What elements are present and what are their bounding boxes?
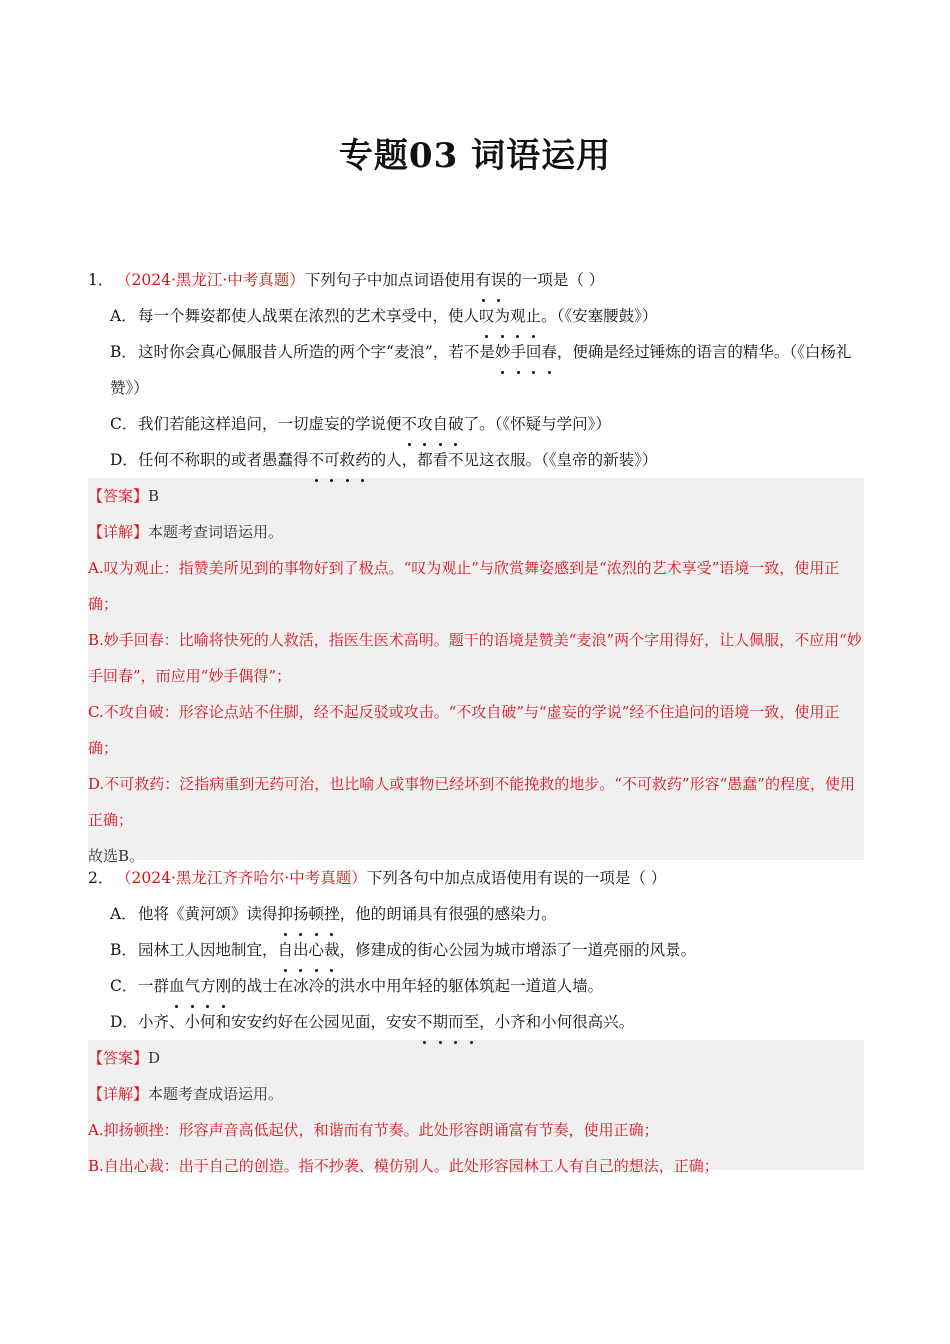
option-label: A． — [110, 905, 137, 923]
question-2-option-c — [88, 968, 864, 1004]
question-number: 1． — [88, 271, 114, 289]
option-text: 园林工人因地制宜， — [138, 941, 278, 959]
dotted-char: 手 — [510, 334, 526, 370]
dotted-char: 自 — [278, 932, 294, 968]
option-label: C． — [110, 415, 138, 433]
dotted-char: 裁 — [324, 932, 340, 968]
dotted-char: 顿 — [309, 896, 325, 932]
option-label: D． — [110, 1013, 138, 1031]
stem-text: 下列各句中加点成语使用有误的一项是（ ） — [366, 869, 667, 887]
option-text: 任何不称职的或者愚蠢得 — [138, 451, 309, 469]
dotted-char: 回 — [526, 334, 542, 370]
dotted-char: 方 — [200, 968, 216, 1004]
dotted-char: 为 — [495, 298, 511, 334]
question-2-option-a — [88, 896, 864, 932]
option-label: D． — [110, 451, 138, 469]
option-text: ，他的朗诵具有很强的感染力。 — [339, 905, 557, 923]
explanation-a: A.叹为观止：指赞美所见到的事物好到了极点。“叹为观止”与欣赏舞姿感到是“浓烈的艺术享受”语境一致，使用正确； — [88, 559, 840, 613]
detail-line — [88, 1076, 864, 1112]
option-label: C． — [110, 977, 138, 995]
dotted-char: 自 — [433, 406, 449, 442]
dotted-char: 不 — [417, 1004, 433, 1040]
option-text: 我们若能这样追问，一切虚妄的学说便 — [138, 415, 402, 433]
detail-intro: 本题考查成语运用。 — [148, 1085, 284, 1103]
answer-label: 【答案】 — [88, 1049, 149, 1067]
option-label: A． — [110, 307, 137, 325]
option-text: 的人，都看不见这衣服。（《皇帝的新装》） — [370, 451, 658, 469]
question-1-option-c — [88, 406, 864, 442]
detail-label: 【详解】 — [88, 1085, 149, 1103]
dotted-char: 心 — [309, 932, 325, 968]
option-label: B． — [110, 941, 137, 959]
option-text: ，修建成的街心公园为城市增添了一道亮丽的风景。 — [339, 941, 697, 959]
detail-intro: 本题考查词语运用。 — [148, 523, 284, 541]
dotted-char: 可 — [324, 442, 340, 478]
option-text: 他将《黄河颂》读得 — [138, 905, 278, 923]
dotted-char: 不 — [402, 406, 418, 442]
option-text: 一群 — [138, 977, 170, 995]
dotted-char: 期 — [433, 1004, 449, 1040]
page-title: 专题03 词语运用 — [338, 136, 612, 176]
answer-value: D — [148, 1049, 161, 1067]
question-2-option-d — [88, 1004, 864, 1040]
question-2-answer-box — [88, 1040, 864, 1175]
dotted-char: 挫 — [324, 896, 340, 932]
option-text: 每一个舞姿都使人战栗在浓烈的艺术享受中，使人 — [138, 307, 480, 325]
option-text: ，小齐和小何很高兴。 — [479, 1013, 635, 1031]
answer-line — [88, 478, 864, 514]
question-1-option-b — [88, 334, 864, 406]
detail-line — [88, 514, 864, 550]
question-source: （2024·黑龙江·中考真题） — [116, 271, 305, 289]
dotted-char: 扬 — [293, 896, 309, 932]
question-2-stem — [88, 860, 864, 896]
option-text: 。（《安塞腰鼓》） — [541, 307, 658, 325]
dotted-char: 有 — [475, 262, 491, 298]
dotted-char: 破 — [448, 406, 464, 442]
dotted-char: 而 — [448, 1004, 464, 1040]
dotted-char: 误 — [491, 262, 507, 298]
dotted-char: 抑 — [278, 896, 294, 932]
dotted-char: 叹 — [479, 298, 495, 334]
option-text: ，便确是经过锤炼的语言的精华。（《白杨礼赞》） — [110, 343, 852, 397]
question-1-answer-box — [88, 478, 864, 865]
question-source: （2024·黑龙江齐齐哈尔·中考真题） — [116, 869, 367, 887]
explanation-b: B.自出心裁：出于自己的创造。指不抄袭、模仿别人。此处形容园林工人有自己的想法，正确； — [88, 1157, 719, 1175]
dotted-char: 出 — [293, 932, 309, 968]
dotted-char: 救 — [340, 442, 356, 478]
explanation-a: A.抑扬顿挫：形容声音高低起伏，和谐而有节奏。此处形容朗诵富有节奏，使用正确； — [88, 1121, 659, 1139]
dotted-char: 妙 — [495, 334, 511, 370]
question-number: 2． — [88, 869, 114, 887]
question-1-option-d — [88, 442, 864, 478]
option-text: 小齐、小何和安安约好在公园见面，安安 — [138, 1013, 418, 1031]
option-text: 这时你会真心佩服昔人所造的两个字“麦浪”，若不是 — [138, 343, 495, 361]
explanation-b: B.妙手回春：比喻将快死的人救活，指医生医术高明。题干的语境是赞美“麦浪”两个字用得好，让人佩服，不应用“妙手回春”，而应用“妙手偶得”； — [88, 631, 862, 685]
option-label: B． — [110, 343, 137, 361]
dotted-char: 刚 — [216, 968, 232, 1004]
document-body — [88, 262, 864, 1175]
answer-label: 【答案】 — [88, 487, 149, 505]
stem-text: 下列句子中加点词语使用 — [304, 271, 476, 289]
explanation-d: D.不可救药：泛指病重到无药可治，也比喻人或事物已经坏到不能挽救的地步。“不可救药”形容“愚蠢”的程度，使用正确； — [88, 775, 855, 829]
question-1-option-a — [88, 298, 864, 334]
dotted-char: 血 — [169, 968, 185, 1004]
dotted-char: 至 — [464, 1004, 480, 1040]
option-text: 了。（《怀疑与学问》） — [463, 415, 611, 433]
conclusion: 故选B。 — [88, 847, 145, 865]
question-1-stem — [88, 262, 864, 298]
dotted-char: 观 — [510, 298, 526, 334]
detail-label: 【详解】 — [88, 523, 149, 541]
answer-value: B — [148, 487, 160, 505]
question-2-option-b — [88, 932, 864, 968]
dotted-char: 药 — [355, 442, 371, 478]
dotted-char: 不 — [309, 442, 325, 478]
dotted-char: 攻 — [417, 406, 433, 442]
explanation-c: C.不攻自破：形容论点站不住脚，经不起反驳或攻击。“不攻自破”与“虚妄的学说”经不住追问的语境一致，使用正确； — [88, 703, 840, 757]
dotted-char: 春 — [541, 334, 557, 370]
dotted-char: 止 — [526, 298, 542, 334]
answer-line — [88, 1040, 864, 1076]
dotted-char: 气 — [185, 968, 201, 1004]
stem-text: 的一项是（ ） — [506, 271, 605, 289]
option-text: 的战士在冰冷的洪水中用年轻的躯体筑起一道道人墙。 — [231, 977, 604, 995]
